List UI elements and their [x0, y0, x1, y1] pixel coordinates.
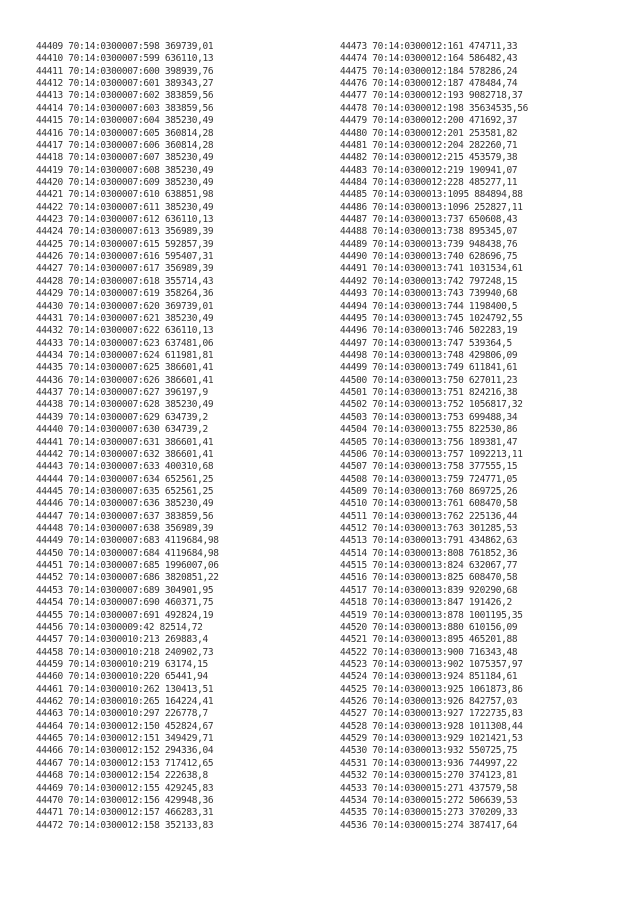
table-row: 44532 70:14:0300015:270 374123,81: [340, 770, 518, 782]
table-row: 44494 70:14:0300013:744 1198400,5: [340, 300, 518, 312]
table-row: 44421 70:14:0300007:610 638851,98: [36, 189, 214, 201]
table-row: 44475 70:14:0300012:184 578286,24: [340, 65, 518, 77]
table-row: 44529 70:14:0300013:929 1021421,53: [340, 733, 523, 745]
table-row: 44467 70:14:0300012:153 717412,65: [36, 757, 214, 769]
table-row: 44462 70:14:0300010:265 164224,41: [36, 696, 214, 708]
table-row: 44517 70:14:0300013:839 920290,68: [340, 584, 518, 596]
table-row: 44512 70:14:0300013:763 301285,53: [340, 523, 518, 535]
table-row: 44499 70:14:0300013:749 611841,61: [340, 362, 518, 374]
table-row: 44481 70:14:0300012:204 282260,71: [340, 139, 518, 151]
table-row: 44498 70:14:0300013:748 429806,09: [340, 349, 518, 361]
table-row: 44533 70:14:0300015:271 437579,58: [340, 782, 518, 794]
table-row: 44453 70:14:0300007:689 304901,95: [36, 584, 214, 596]
table-row: 44500 70:14:0300013:750 627011,23: [340, 374, 518, 386]
table-row: 44443 70:14:0300007:633 400310,68: [36, 461, 214, 473]
table-row: 44416 70:14:0300007:605 360814,28: [36, 127, 214, 139]
table-row: 44447 70:14:0300007:637 383859,56: [36, 510, 214, 522]
table-row: 44426 70:14:0300007:616 595407,31: [36, 251, 214, 263]
table-row: 44480 70:14:0300012:201 253581,82: [340, 127, 518, 139]
table-row: 44463 70:14:0300010:297 226778,7: [36, 708, 208, 720]
table-row: 44523 70:14:0300013:902 1075357,97: [340, 658, 523, 670]
table-row: 44422 70:14:0300007:611 385230,49: [36, 201, 214, 213]
table-row: 44488 70:14:0300013:738 895345,07: [340, 226, 518, 238]
table-row: 44535 70:14:0300015:273 370209,33: [340, 807, 518, 819]
table-row: 44457 70:14:0300010:213 269883,4: [36, 634, 208, 646]
table-row: 44490 70:14:0300013:740 628696,75: [340, 251, 518, 263]
table-row: 44491 70:14:0300013:741 1031534,61: [340, 263, 523, 275]
table-row: 44442 70:14:0300007:632 386601,41: [36, 448, 214, 460]
table-row: 44511 70:14:0300013:762 225136,44: [340, 510, 518, 522]
table-row: 44478 70:14:0300012:198 35634535,56: [340, 102, 528, 114]
table-row: 44524 70:14:0300013:924 851184,61: [340, 671, 518, 683]
table-row: 44504 70:14:0300013:755 822530,86: [340, 424, 518, 436]
table-row: 44456 70:14:0300009:42 82514,72: [36, 621, 203, 633]
table-row: 44439 70:14:0300007:629 634739,2: [36, 411, 208, 423]
table-row: 44484 70:14:0300012:228 485277,11: [340, 176, 518, 188]
table-row: 44465 70:14:0300012:151 349429,71: [36, 733, 214, 745]
table-row: 44489 70:14:0300013:739 948438,76: [340, 238, 518, 250]
table-row: 44423 70:14:0300007:612 636110,13: [36, 214, 214, 226]
table-row: 44474 70:14:0300012:164 586482,43: [340, 53, 518, 65]
table-row: 44487 70:14:0300013:737 650608,43: [340, 214, 518, 226]
table-row: 44483 70:14:0300012:219 190941,07: [340, 164, 518, 176]
table-row: 44429 70:14:0300007:619 358264,36: [36, 288, 214, 300]
table-row: 44509 70:14:0300013:760 869725,26: [340, 485, 518, 497]
table-row: 44455 70:14:0300007:691 492824,19: [36, 609, 214, 621]
table-row: 44424 70:14:0300007:613 356989,39: [36, 226, 214, 238]
table-row: 44507 70:14:0300013:758 377555,15: [340, 461, 518, 473]
table-row: 44428 70:14:0300007:618 355714,43: [36, 275, 214, 287]
table-row: 44471 70:14:0300012:157 466283,31: [36, 807, 214, 819]
table-row: 44409 70:14:0300007:598 369739,01: [36, 41, 214, 52]
table-row: 44414 70:14:0300007:603 383859,56: [36, 102, 214, 114]
table-row: 44445 70:14:0300007:635 652561,25: [36, 485, 214, 497]
table-row: 44510 70:14:0300013:761 608470,58: [340, 498, 518, 510]
table-row: 44492 70:14:0300013:742 797248,15: [340, 275, 518, 287]
table-row: 44454 70:14:0300007:690 460371,75: [36, 597, 214, 609]
table-row: 44495 70:14:0300013:745 1024792,55: [340, 312, 523, 324]
table-row: 44515 70:14:0300013:824 632067,77: [340, 560, 518, 572]
table-row: 44410 70:14:0300007:599 636110,13: [36, 53, 214, 65]
table-row: 44417 70:14:0300007:606 360814,28: [36, 139, 214, 151]
table-row: 44514 70:14:0300013:808 761852,36: [340, 547, 518, 559]
table-row: 44485 70:14:0300013:1095 884894,88: [340, 189, 523, 201]
table-row: 44452 70:14:0300007:686 3820851,22: [36, 572, 219, 584]
table-row: 44536 70:14:0300015:274 387417,64: [340, 819, 518, 831]
table-row: 44419 70:14:0300007:608 385230,49: [36, 164, 214, 176]
table-row: 44468 70:14:0300012:154 222638,8: [36, 770, 208, 782]
table-row: 44427 70:14:0300007:617 356989,39: [36, 263, 214, 275]
table-row: 44444 70:14:0300007:634 652561,25: [36, 473, 214, 485]
table-row: 44513 70:14:0300013:791 434862,63: [340, 535, 518, 547]
table-row: 44418 70:14:0300007:607 385230,49: [36, 152, 214, 164]
table-row: 44476 70:14:0300012:187 478484,74: [340, 78, 518, 90]
table-row: 44448 70:14:0300007:638 356989,39: [36, 523, 214, 535]
table-row: 44432 70:14:0300007:622 636110,13: [36, 325, 214, 337]
table-row: 44482 70:14:0300012:215 453579,38: [340, 152, 518, 164]
table-row: 44466 70:14:0300012:152 294336,04: [36, 745, 214, 757]
left-column: [36, 41, 219, 832]
table-row: 44437 70:14:0300007:627 396197,9: [36, 387, 208, 399]
table-row: 44508 70:14:0300013:759 724771,05: [340, 473, 518, 485]
table-row: 44441 70:14:0300007:631 386601,41: [36, 436, 214, 448]
table-row: 44433 70:14:0300007:623 637481,06: [36, 337, 214, 349]
table-row: 44527 70:14:0300013:927 1722735,83: [340, 708, 523, 720]
table-row: 44430 70:14:0300007:620 369739,01: [36, 300, 214, 312]
table-row: 44420 70:14:0300007:609 385230,49: [36, 176, 214, 188]
table-row: 44412 70:14:0300007:601 389343,27: [36, 78, 214, 90]
table-row: 44435 70:14:0300007:625 386601,41: [36, 362, 214, 374]
table-row: 44531 70:14:0300013:936 744997,22: [340, 757, 518, 769]
table-row: 44526 70:14:0300013:926 842757,03: [340, 696, 518, 708]
table-row: 44464 70:14:0300012:150 452824,67: [36, 720, 214, 732]
table-row: 44522 70:14:0300013:900 716343,48: [340, 646, 518, 658]
table-row: 44528 70:14:0300013:928 1011308,44: [340, 720, 523, 732]
table-row: 44525 70:14:0300013:925 1061873,86: [340, 683, 523, 695]
table-row: 44493 70:14:0300013:743 739940,68: [340, 288, 518, 300]
table-row: 44431 70:14:0300007:621 385230,49: [36, 312, 214, 324]
table-row: 44415 70:14:0300007:604 385230,49: [36, 115, 214, 127]
right-column: [340, 41, 528, 832]
table-row: 44461 70:14:0300010:262 130413,51: [36, 683, 214, 695]
table-row: 44506 70:14:0300013:757 1092213,11: [340, 448, 523, 460]
table-row: 44411 70:14:0300007:600 398939,76: [36, 65, 214, 77]
table-row: 44519 70:14:0300013:878 1001195,35: [340, 609, 523, 621]
table-row: 44470 70:14:0300012:156 429948,36: [36, 794, 214, 806]
table-row: 44496 70:14:0300013:746 502283,19: [340, 325, 518, 337]
table-row: 44451 70:14:0300007:685 1996007,06: [36, 560, 219, 572]
table-row: 44458 70:14:0300010:218 240902,73: [36, 646, 214, 658]
table-row: 44501 70:14:0300013:751 824216,38: [340, 387, 518, 399]
table-row: 44520 70:14:0300013:880 610156,09: [340, 621, 518, 633]
table-row: 44438 70:14:0300007:628 385230,49: [36, 399, 214, 411]
table-row: 44425 70:14:0300007:615 592857,39: [36, 238, 214, 250]
table-row: 44534 70:14:0300015:272 506639,53: [340, 794, 518, 806]
table-row: 44477 70:14:0300012:193 9082718,37: [340, 90, 523, 102]
table-row: 44521 70:14:0300013:895 465201,88: [340, 634, 518, 646]
table-row: 44460 70:14:0300010:220 65441,94: [36, 671, 208, 683]
table-row: 44503 70:14:0300013:753 699488,34: [340, 411, 518, 423]
table-row: 44530 70:14:0300013:932 550725,75: [340, 745, 518, 757]
table-row: 44505 70:14:0300013:756 189381,47: [340, 436, 518, 448]
table-row: 44472 70:14:0300012:158 352133,83: [36, 819, 214, 831]
table-row: 44486 70:14:0300013:1096 252827,11: [340, 201, 523, 213]
table-row: 44469 70:14:0300012:155 429245,83: [36, 782, 214, 794]
table-row: 44450 70:14:0300007:684 4119684,98: [36, 547, 219, 559]
table-row: 44449 70:14:0300007:683 4119684,98: [36, 535, 219, 547]
table-row: 44502 70:14:0300013:752 1056817,32: [340, 399, 523, 411]
table-row: 44479 70:14:0300012:200 471692,37: [340, 115, 518, 127]
table-row: 44446 70:14:0300007:636 385230,49: [36, 498, 214, 510]
table-row: 44516 70:14:0300013:825 608470,58: [340, 572, 518, 584]
table-row: 44440 70:14:0300007:630 634739,2: [36, 424, 208, 436]
table-row: 44473 70:14:0300012:161 474711,33: [340, 41, 518, 52]
table-row: 44497 70:14:0300013:747 539364,5: [340, 337, 512, 349]
table-row: 44436 70:14:0300007:626 386601,41: [36, 374, 214, 386]
table-row: 44434 70:14:0300007:624 611981,81: [36, 349, 214, 361]
table-row: 44518 70:14:0300013:847 191426,2: [340, 597, 512, 609]
table-row: 44413 70:14:0300007:602 383859,56: [36, 90, 214, 102]
table-row: 44459 70:14:0300010:219 63174,15: [36, 658, 208, 670]
